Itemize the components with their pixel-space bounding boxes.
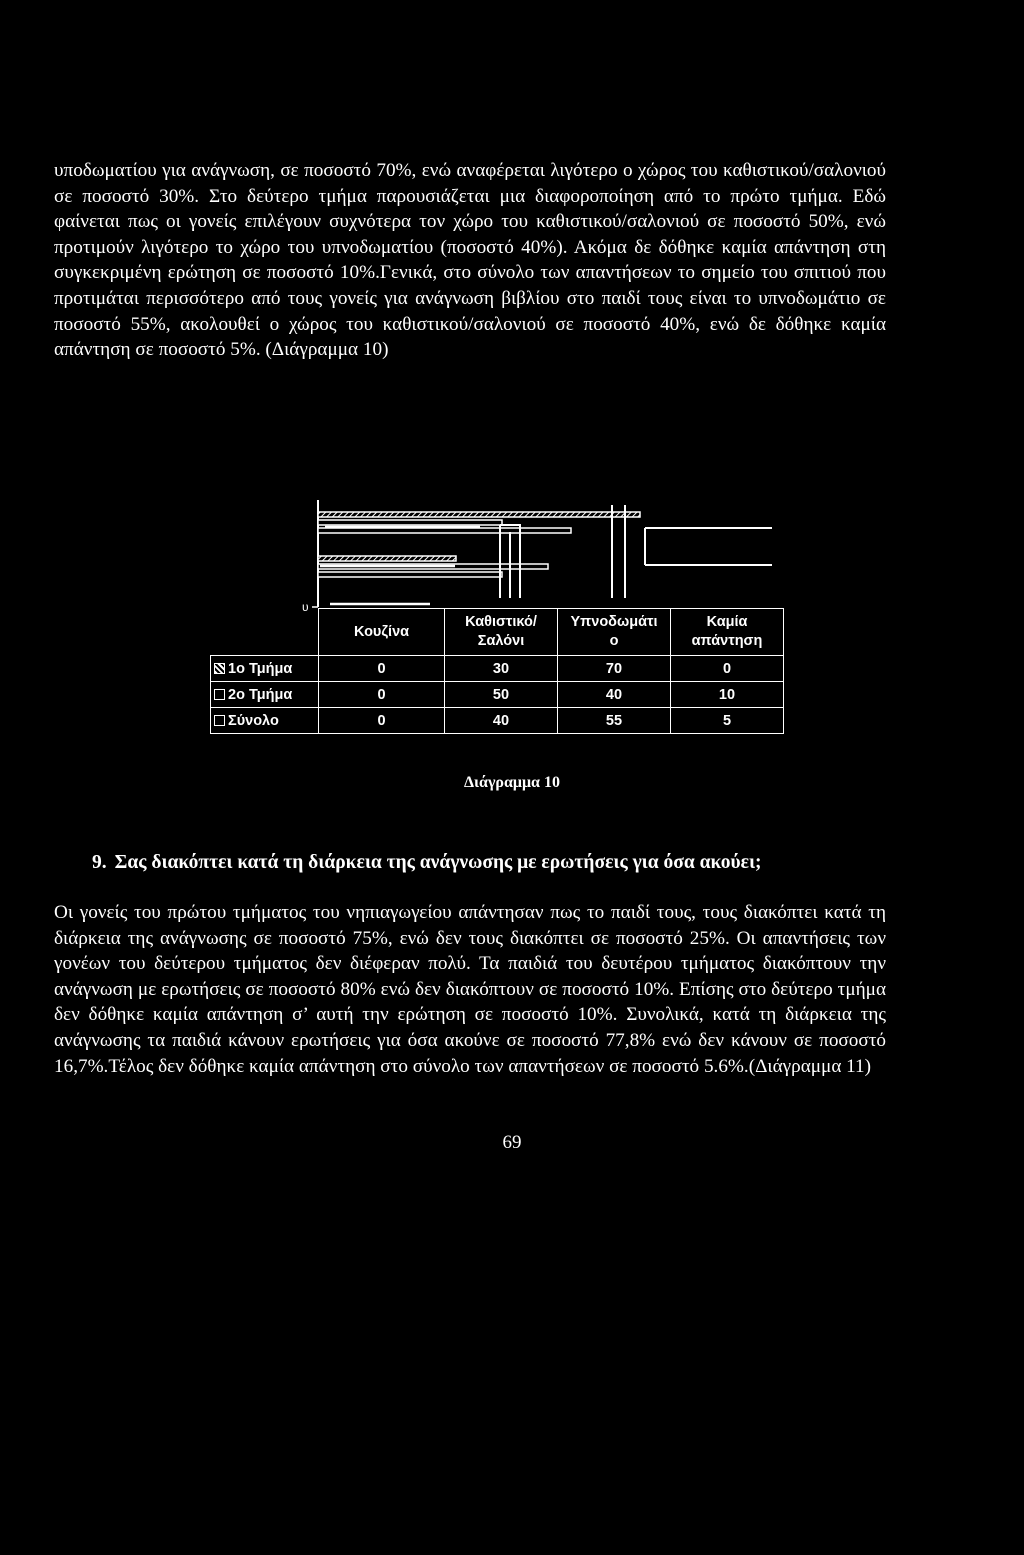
bar-outline-bedroom (612, 505, 772, 598)
table-cell: 40 (558, 682, 671, 708)
table-row (211, 682, 784, 708)
table-row (211, 656, 784, 682)
bar-1-2 (318, 520, 502, 525)
bar-0-1 (318, 556, 456, 561)
table-cell: 40 (445, 708, 558, 734)
table-row (211, 708, 784, 734)
question-text: Σας διακόπτει κατά τη διάρκεια της ανάγνωσης με ερωτήσεις για όσα ακούει; (114, 852, 762, 873)
column-header-kitchen: Κουζίνα (319, 609, 445, 656)
table-cell: 10 (671, 682, 784, 708)
bar-2-1 (318, 572, 502, 577)
table-header-row (211, 609, 784, 656)
table-cell: 0 (319, 682, 445, 708)
body-paragraph-top: υποδωματίου για ανάγνωση, σε ποσοστό 70%, ενώ αναφέρεται λιγότερο ο χώρος του καθιστικού/σαλονιού σε ποσοστό 30%. Στο δεύτερο τμήμα παρουσιάζεται μια διαφοροποίηση από το πρώτο τμήμα. Εδώ φαίνεται πως οι γονείς επιλέγουν συχνότερα τον χώρο του καθιστικού/σαλονιού σε ποσοστό 50%, ενώ προτιμούν λιγότερο το χώρο του υπνοδωματίου (ποσοστό 40%). Ακόμα δε δόθηκε καμία απάντηση στη συγκεκριμένη ερώτηση σε ποσοστό 10%.Γενικά, στο σύνολο των απαντήσεων το σημείο του σπιτιού που προτιμάται περισσότερο από τους γονείς για ανάγνωση βιβλίου στο παιδί τους είναι το υπνοδωμάτιο σε ποσοστό 55%, ακολουθεί ο χώρος του καθιστικού/σαλονιού σε ποσοστό 40%, ενώ δε δόθηκε καμία απάντηση σε ποσοστό 5%. (Διάγραμμα 10) (54, 160, 886, 361)
question-heading (92, 852, 762, 874)
question-number: 9. (92, 852, 107, 873)
series-label: Σύνολο (211, 708, 319, 734)
outline-legend-swatch (214, 689, 225, 700)
table-cell: 0 (319, 708, 445, 734)
bar-0-2 (318, 512, 640, 517)
table-cell: 50 (445, 682, 558, 708)
column-header-living-room: Καθιστικό/ Σαλόνι (445, 609, 558, 656)
series-label: 2ο Τμήμα (211, 682, 319, 708)
chart-data-table (210, 608, 784, 734)
axis-label-fragment: υ (302, 600, 309, 614)
column-header-no-answer: Καμία απάντηση (671, 609, 784, 656)
outline-legend-swatch (214, 715, 225, 726)
column-header-bedroom: Υπνοδωμάτι ο (558, 609, 671, 656)
table-cell: 70 (558, 656, 671, 682)
chart-caption: Διάγραμμα 10 (464, 774, 560, 791)
table-cell: 55 (558, 708, 671, 734)
table-cell: 0 (671, 656, 784, 682)
table-cell: 30 (445, 656, 558, 682)
table-cell: 0 (319, 656, 445, 682)
hatched-legend-swatch (214, 663, 225, 674)
bar-outline-living-room (500, 525, 520, 598)
body-paragraph-bottom: Οι γονείς του πρώτου τμήματος του νηπιαγωγείου απάντησαν πως το παιδί τους, τους διακόπτει κατά τη διάρκεια της ανάγνωσης σε ποσοστό 75%, ενώ δεν τους διακόπτει σε ποσοστό 25%. Οι απαντήσεις των γονέων του δεύτερου τμήματος δεν διέφεραν πολύ. Τα παιδιά του δευτέρου τμήματος διακόπτουν την ανάγνωση με ερωτήσεις σε ποσοστό 80% ενώ δεν διακόπτουν σε ποσοστό 10%. Επίσης στο δεύτερο τμήμα δεν δόθηκε καμία απάντηση σ’ αυτή την ερώτηση σε ποσοστό 10%. Συνολικά, κατά τη διάρκεια της ανάγνωσης τα παιδιά κάνουν ερωτήσεις για όσα ακούνε σε ποσοστό 77,8% ενώ δεν κάνουν σε ποσοστό 16,7%.Τέλος δεν δόθηκε καμία απάντηση στο σύνολο των απαντήσεων σε ποσοστό 5.6%.(Διάγραμμα 11) (54, 902, 886, 1077)
series-label: 1ο Τμήμα (211, 656, 319, 682)
table-cell: 5 (671, 708, 784, 734)
table-corner (211, 609, 319, 656)
page-number: 69 (502, 1132, 522, 1153)
bar-2-2 (318, 528, 571, 533)
